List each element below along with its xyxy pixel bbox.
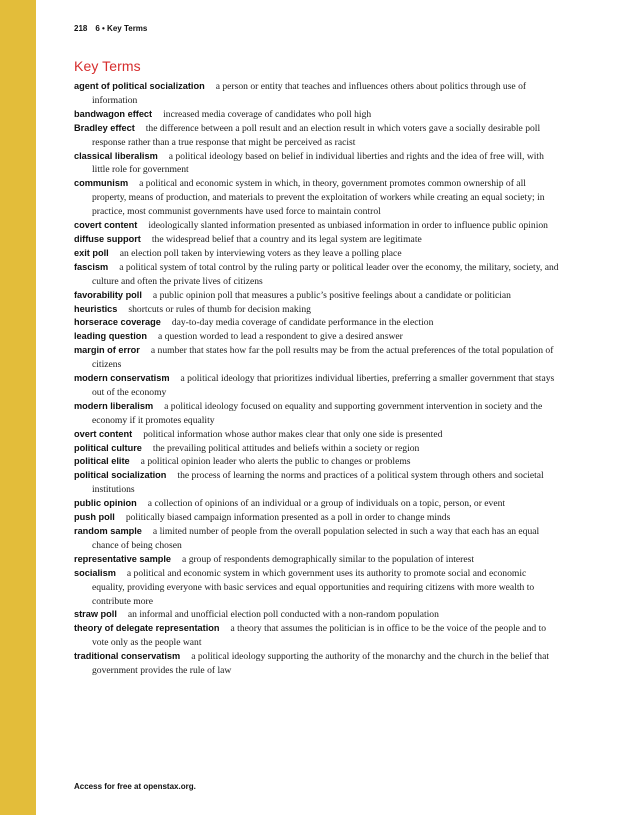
term-entry <box>74 608 561 622</box>
term-entry <box>74 469 561 497</box>
term-name: straw poll <box>74 609 117 620</box>
term-definition: a collection of opinions of an individual or a group of individuals on a topic, person, or event <box>147 498 506 510</box>
term-entry <box>74 80 561 108</box>
term-entry <box>74 330 561 344</box>
term-entry <box>74 400 561 428</box>
term-definition: a political system of total control by the ruling party or political leader over the economy, the military, society, and culture and often the private lives of citizens <box>92 261 559 287</box>
term-definition: a theory that assumes the politician is in office to be the voice of the people and to vote only as the people want <box>92 623 547 649</box>
term-definition: a political ideology supporting the authority of the monarchy and the church in the belief that government provides the rule of law <box>92 651 550 677</box>
term-entry <box>74 455 561 469</box>
term-definition: politically biased campaign information presented as a poll in order to change minds <box>125 512 451 524</box>
term-entry <box>74 622 561 650</box>
term-name: communism <box>74 178 129 189</box>
term-definition: a group of respondents demographically similar to the population of interest <box>182 553 475 565</box>
section-title: Key Terms <box>74 58 141 74</box>
term-entry <box>74 233 561 247</box>
term-definition: a person or entity that teaches and influences others about politics through use of information <box>92 81 527 106</box>
term-name: fascism <box>74 261 109 272</box>
term-definition: the widespread belief that a country and its legal system are legitimate <box>151 233 422 245</box>
term-name: push poll <box>74 512 115 523</box>
term-definition: a political ideology that prioritizes individual liberties, preferring a smaller government that stays out of the economy <box>92 373 555 398</box>
term-name: theory of delegate representation <box>74 623 220 634</box>
term-entry <box>74 567 561 609</box>
term-definition: political information whose author makes clear that only one side is presented <box>143 428 443 440</box>
page-header <box>74 24 147 33</box>
term-definition: a political and economic system in which government uses its authority to promote social and economic equality, providing everyone with basic services and equal opportunities and requiring citizens with more wealth to contribute more <box>92 567 535 607</box>
term-entry <box>74 344 561 372</box>
term-entry <box>74 122 561 150</box>
term-entry <box>74 372 561 400</box>
chapter-label: 6 • Key Terms <box>95 24 148 33</box>
term-name: Bradley effect <box>74 122 135 133</box>
term-definition: a public opinion poll that measures a public’s positive feelings about a candidate or politician <box>152 289 511 301</box>
term-entry <box>74 108 561 122</box>
term-name: agent of political socialization <box>74 81 205 91</box>
term-entry <box>74 442 561 456</box>
side-stripe <box>0 0 36 815</box>
footer-text: Access for free at openstax.org. <box>74 782 196 791</box>
term-definition: a political and economic system in which, in theory, government promotes common ownership of all property, means of production, and materials to prevent the exploitation of workers while creating an equal society; in practice, most communist governments have used force to maintain control <box>92 178 545 218</box>
term-entry <box>74 428 561 442</box>
term-definition: increased media coverage of candidates who poll high <box>163 108 372 120</box>
term-name: margin of error <box>74 345 140 356</box>
term-name: traditional conservatism <box>74 651 181 662</box>
term-name: horserace coverage <box>74 317 161 328</box>
term-name: exit poll <box>74 247 109 258</box>
term-name: public opinion <box>74 498 137 509</box>
term-definition: an election poll taken by interviewing voters as they leave a polling place <box>119 247 402 259</box>
term-definition: a limited number of people from the overall population selected in such a way that each has an equal chance of being chosen <box>92 526 540 551</box>
page-number: 218 <box>74 24 88 33</box>
term-entry <box>74 303 561 317</box>
term-definition: shortcuts or rules of thumb for decision making <box>128 303 311 315</box>
term-name: diffuse support <box>74 233 141 244</box>
term-entry <box>74 650 561 678</box>
term-name: representative sample <box>74 553 172 564</box>
term-definition: a political opinion leader who alerts the public to changes or problems <box>140 456 411 468</box>
term-name: classical liberalism <box>74 150 158 161</box>
term-entry <box>74 150 561 178</box>
term-name: overt content <box>74 428 133 439</box>
term-entry <box>74 247 561 261</box>
term-definition: the process of learning the norms and practices of a political system through others and societal institutions <box>92 470 544 496</box>
term-definition: an informal and unofficial election poll conducted with a non-random population <box>127 609 439 621</box>
term-definition: the prevailing political attitudes and beliefs within a society or region <box>152 442 420 454</box>
term-entry <box>74 261 561 289</box>
term-definition: ideologically slanted information presented as unbiased information in order to influence public opinion <box>148 220 548 232</box>
term-name: modern conservatism <box>74 373 170 384</box>
term-name: heuristics <box>74 303 118 314</box>
term-entry <box>74 553 561 567</box>
term-name: modern liberalism <box>74 400 154 411</box>
term-name: covert content <box>74 220 138 231</box>
key-terms-list <box>74 80 561 678</box>
term-entry <box>74 511 561 525</box>
term-entry <box>74 525 561 553</box>
term-name: political elite <box>74 456 130 467</box>
term-definition: a political ideology based on belief in individual liberties and rights and the idea of free will, with little role for government <box>92 150 544 176</box>
term-name: leading question <box>74 331 147 342</box>
term-entry <box>74 316 561 330</box>
term-entry <box>74 497 561 511</box>
term-name: bandwagon effect <box>74 108 153 119</box>
term-name: favorability poll <box>74 289 142 300</box>
term-definition: day-to-day media coverage of candidate performance in the election <box>171 317 434 329</box>
term-name: socialism <box>74 567 116 578</box>
term-entry <box>74 289 561 303</box>
term-entry <box>74 219 561 233</box>
term-name: political socialization <box>74 470 167 481</box>
term-name: political culture <box>74 442 142 453</box>
term-entry <box>74 177 561 219</box>
term-definition: the difference between a poll result and an election result in which voters gave a socially desirable poll response rather than a true response that might be perceived as racist <box>92 122 541 148</box>
term-definition: a number that states how far the poll results may be from the actual preferences of the total population of citizens <box>92 345 554 371</box>
term-name: random sample <box>74 526 142 536</box>
term-definition: a question worded to lead a respondent to give a desired answer <box>158 331 403 343</box>
term-definition: a political ideology focused on equality and supporting government intervention in society and the economy if it promotes equality <box>92 400 543 426</box>
